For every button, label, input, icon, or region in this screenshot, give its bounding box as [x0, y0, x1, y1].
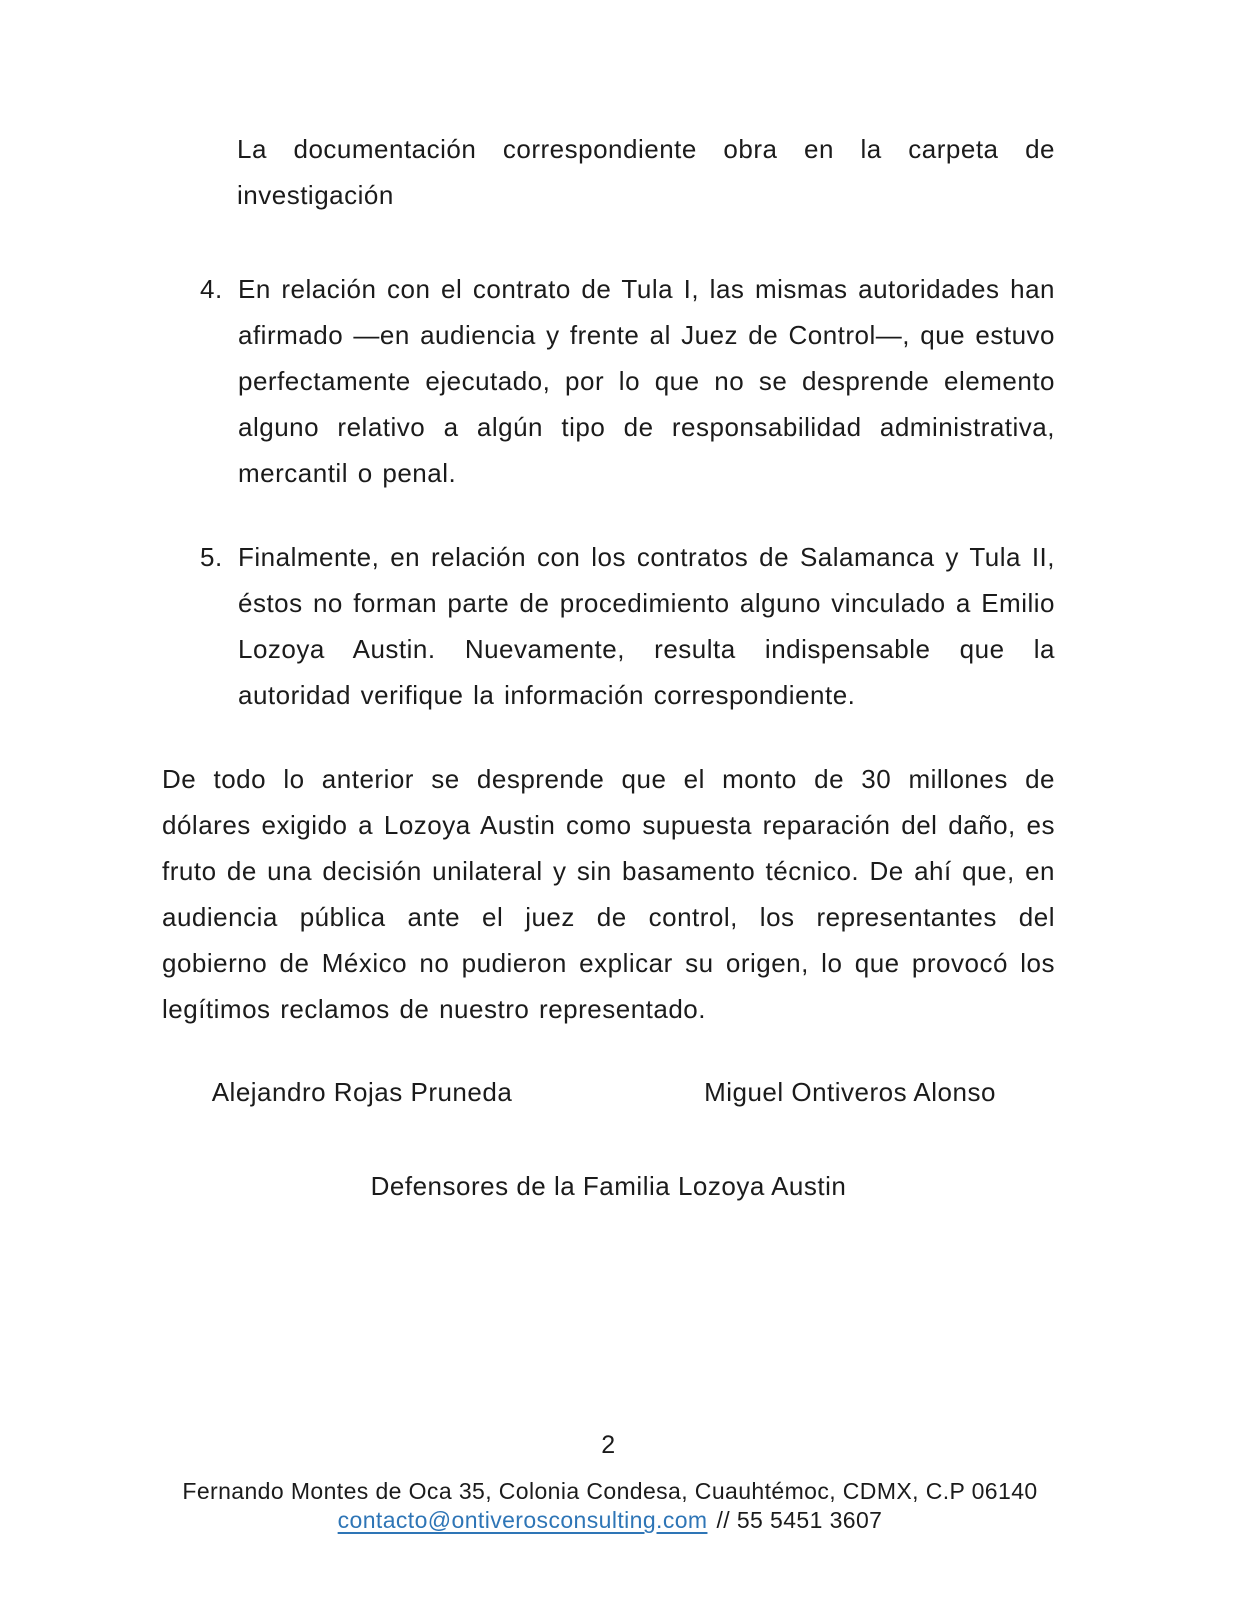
closing-paragraph: De todo lo anterior se desprende que el monto de 30 millones de dólares exigido a Lozoya Austin como supuesta reparación del daño, es fruto de una decisión unilateral y sin basamento técnico. De ahí que, en audiencia pública ante el juez de control, los representantes del gobierno de México no pudieron explicar su origen, lo que provocó los legítimos reclamos de nuestro representado.: [162, 764, 1055, 1024]
footer-email-link[interactable]: contacto@ontiverosconsulting.com: [337, 1507, 708, 1533]
intro-paragraph: La documentación correspondiente obra en la carpeta de investigación: [237, 134, 1055, 210]
footer-address: Fernando Montes de Oca 35, Colonia Condesa, Cuauhtémoc, CDMX, C.P 06140: [182, 1478, 1038, 1504]
list-item-4-number: 4.: [200, 274, 223, 304]
list-item-5: [200, 534, 1055, 718]
footer-contact-line: [110, 1505, 1110, 1535]
page-number: 2: [601, 1431, 616, 1459]
list-item-5-number: 5.: [200, 542, 223, 572]
list-item-4-text: En relación con el contrato de Tula I, las mismas autoridades han afirmado —en audiencia y frente al Juez de Control—, que estuvo perfectamente ejecutado, por lo que no se desprende elemento alguno relativo a algún tipo de responsabilidad administrativa, mercantil o penal.: [238, 274, 1055, 488]
list-item-5-text: Finalmente, en relación con los contratos de Salamanca y Tula II, éstos no forman parte de procedimiento alguno vinculado a Emilio Lozoya Austin. Nuevamente, resulta indispensable que la autoridad verifique la información correspondiente.: [238, 542, 1055, 710]
list-item-4: [200, 266, 1055, 496]
signatory-name-right: Miguel Ontiveros Alonso: [704, 1077, 996, 1107]
signature-row: [162, 1069, 1055, 1115]
signatory-name-left: Alejandro Rojas Pruneda: [211, 1077, 513, 1107]
signature-role: Defensores de la Familia Lozoya Austin: [370, 1171, 847, 1201]
footer-phone: // 55 5451 3607: [716, 1507, 883, 1533]
